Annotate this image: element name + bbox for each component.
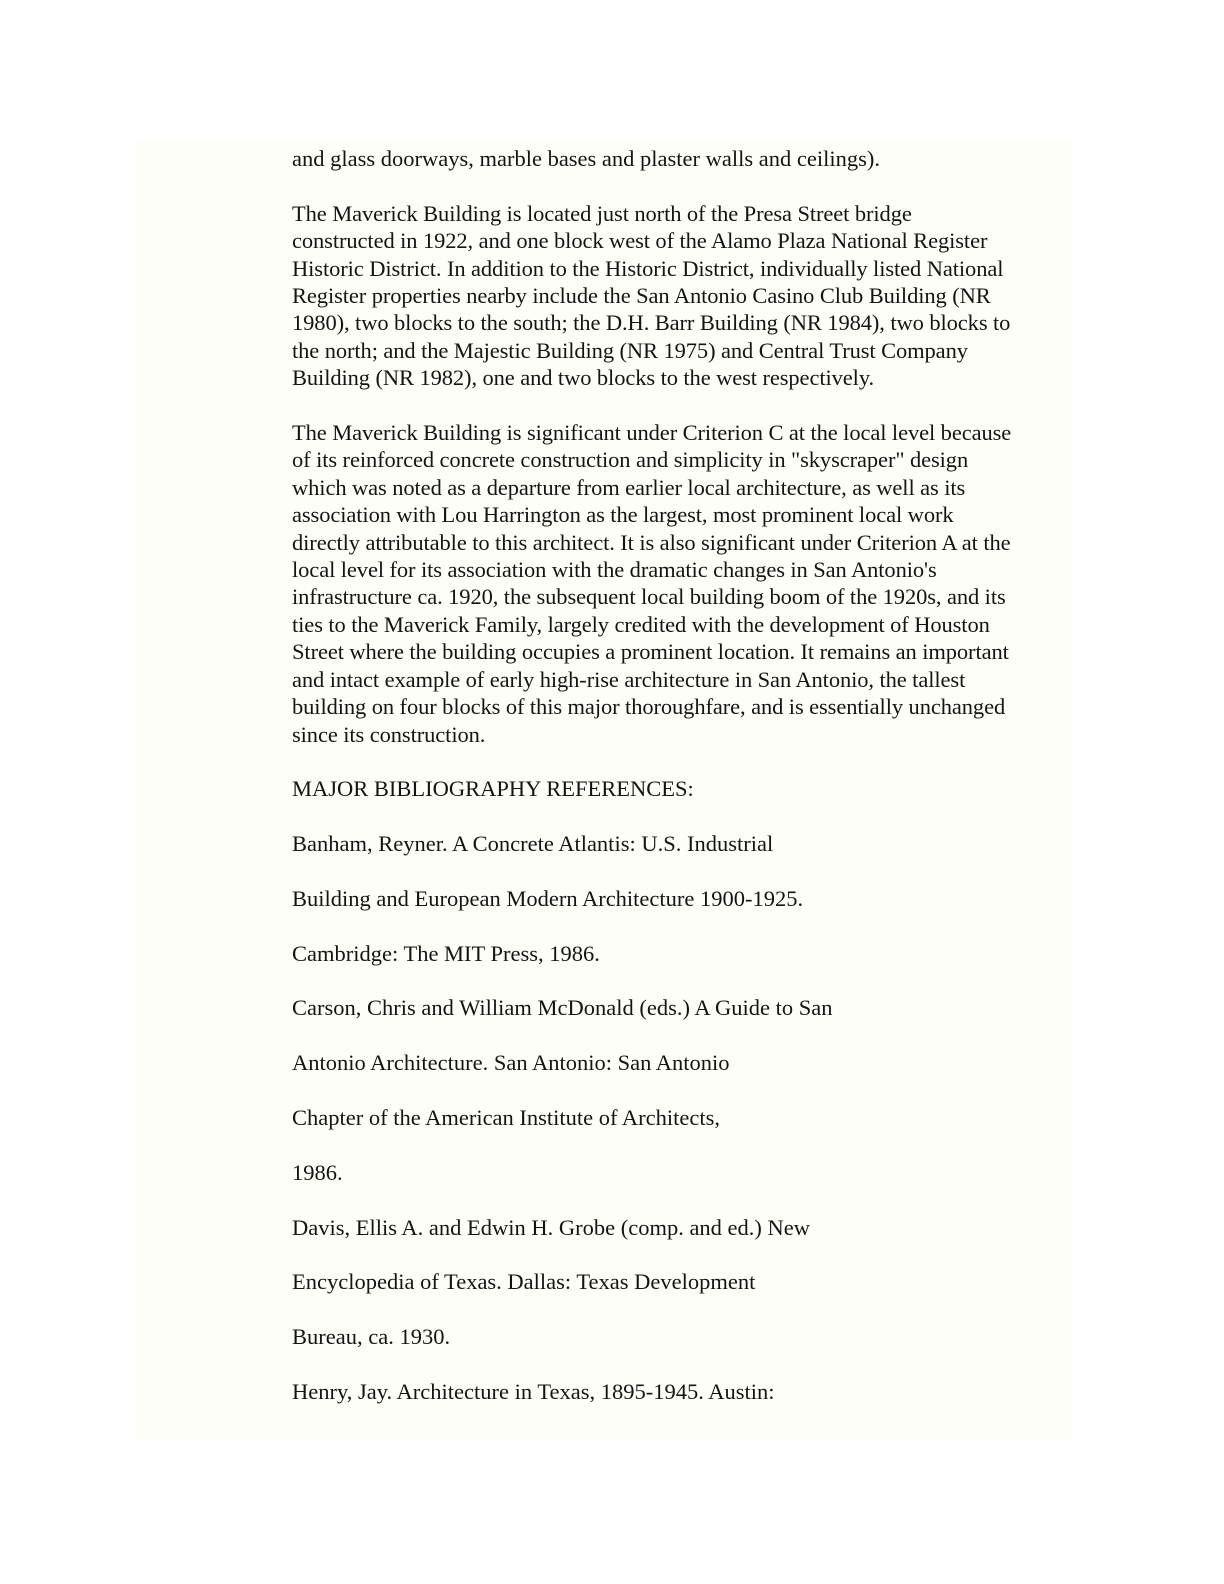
paragraph-line: constructed in 1922, and one block west of the Alamo Plaza National Register: [292, 228, 988, 254]
paragraph-line: Building (NR 1982), one and two blocks to the west respectively.: [292, 365, 875, 391]
paragraph-line: The Maverick Building is significant under Criterion C at the local level because: [292, 420, 1012, 446]
paragraph-line: directly attributable to this architect. It is also significant under Criterion A at the: [292, 529, 1011, 555]
bibliography-heading: MAJOR BIBLIOGRAPHY REFERENCES:: [292, 776, 694, 802]
paragraph-line: since its construction.: [292, 721, 486, 747]
bibliography-entry-line: Building and European Modern Architecture 1900-1925.: [292, 885, 804, 911]
bibliography-entry-line: Cambridge: The MIT Press, 1986.: [292, 940, 600, 966]
bibliography-entry-line: Banham, Reyner. A Concrete Atlantis: U.S. Industrial: [292, 831, 774, 857]
bibliography-entry-line: Davis, Ellis A. and Edwin H. Grobe (comp. and ed.) New: [292, 1214, 811, 1240]
paragraph-line: Register properties nearby include the San Antonio Casino Club Building (NR: [292, 283, 991, 309]
bibliography-entry-line: Encyclopedia of Texas. Dallas: Texas Development: [292, 1269, 756, 1295]
paragraph-continuation: [292, 145, 1072, 172]
paragraph-line: ties to the Maverick Family, largely credited with the development of Houston: [292, 611, 990, 637]
bibliography-entry-line: Antonio Architecture. San Antonio: San Antonio: [292, 1050, 730, 1076]
paragraph-location: [292, 200, 1072, 392]
paragraph-line: and glass doorways, marble bases and plaster walls and ceilings).: [292, 146, 880, 171]
bibliography-entry-line: Carson, Chris and William McDonald (eds.) A Guide to San: [292, 995, 833, 1021]
paragraph-line: The Maverick Building is located just north of the Presa Street bridge: [292, 200, 912, 226]
paragraph-line: the north; and the Majestic Building (NR 1975) and Central Trust Company: [292, 337, 968, 363]
paragraph-line: Historic District. In addition to the Historic District, individually listed National: [292, 255, 1004, 281]
paragraph-line: of its reinforced concrete construction and simplicity in "skyscraper" design: [292, 447, 969, 473]
paragraph-line: building on four blocks of this major thoroughfare, and is essentially unchanged: [292, 694, 1006, 720]
paragraph-line: infrastructure ca. 1920, the subsequent local building boom of the 1920s, and its: [292, 584, 1006, 610]
paragraph-line: Street where the building occupies a prominent location. It remains an important: [292, 639, 1009, 665]
paragraph-line: association with Lou Harrington as the largest, most prominent local work: [292, 502, 954, 528]
paragraph-significance: [292, 419, 1072, 748]
paragraph-line: 1980), two blocks to the south; the D.H. Barr Building (NR 1984), two blocks to: [292, 310, 1011, 336]
paragraph-line: which was noted as a departure from earlier local architecture, as well as its: [292, 474, 966, 500]
bibliography-entry-line: Henry, Jay. Architecture in Texas, 1895-1945. Austin:: [292, 1379, 775, 1405]
bibliography-entry-line: Bureau, ca. 1930.: [292, 1324, 451, 1350]
bibliography-entry-line: 1986.: [292, 1159, 343, 1185]
document-text-column: [292, 145, 1072, 1433]
paragraph-line: and intact example of early high-rise architecture in San Antonio, the tallest: [292, 666, 966, 692]
paragraph-line: local level for its association with the dramatic changes in San Antonio's: [292, 557, 937, 583]
bibliography-entry-line: Chapter of the American Institute of Architects,: [292, 1105, 720, 1131]
